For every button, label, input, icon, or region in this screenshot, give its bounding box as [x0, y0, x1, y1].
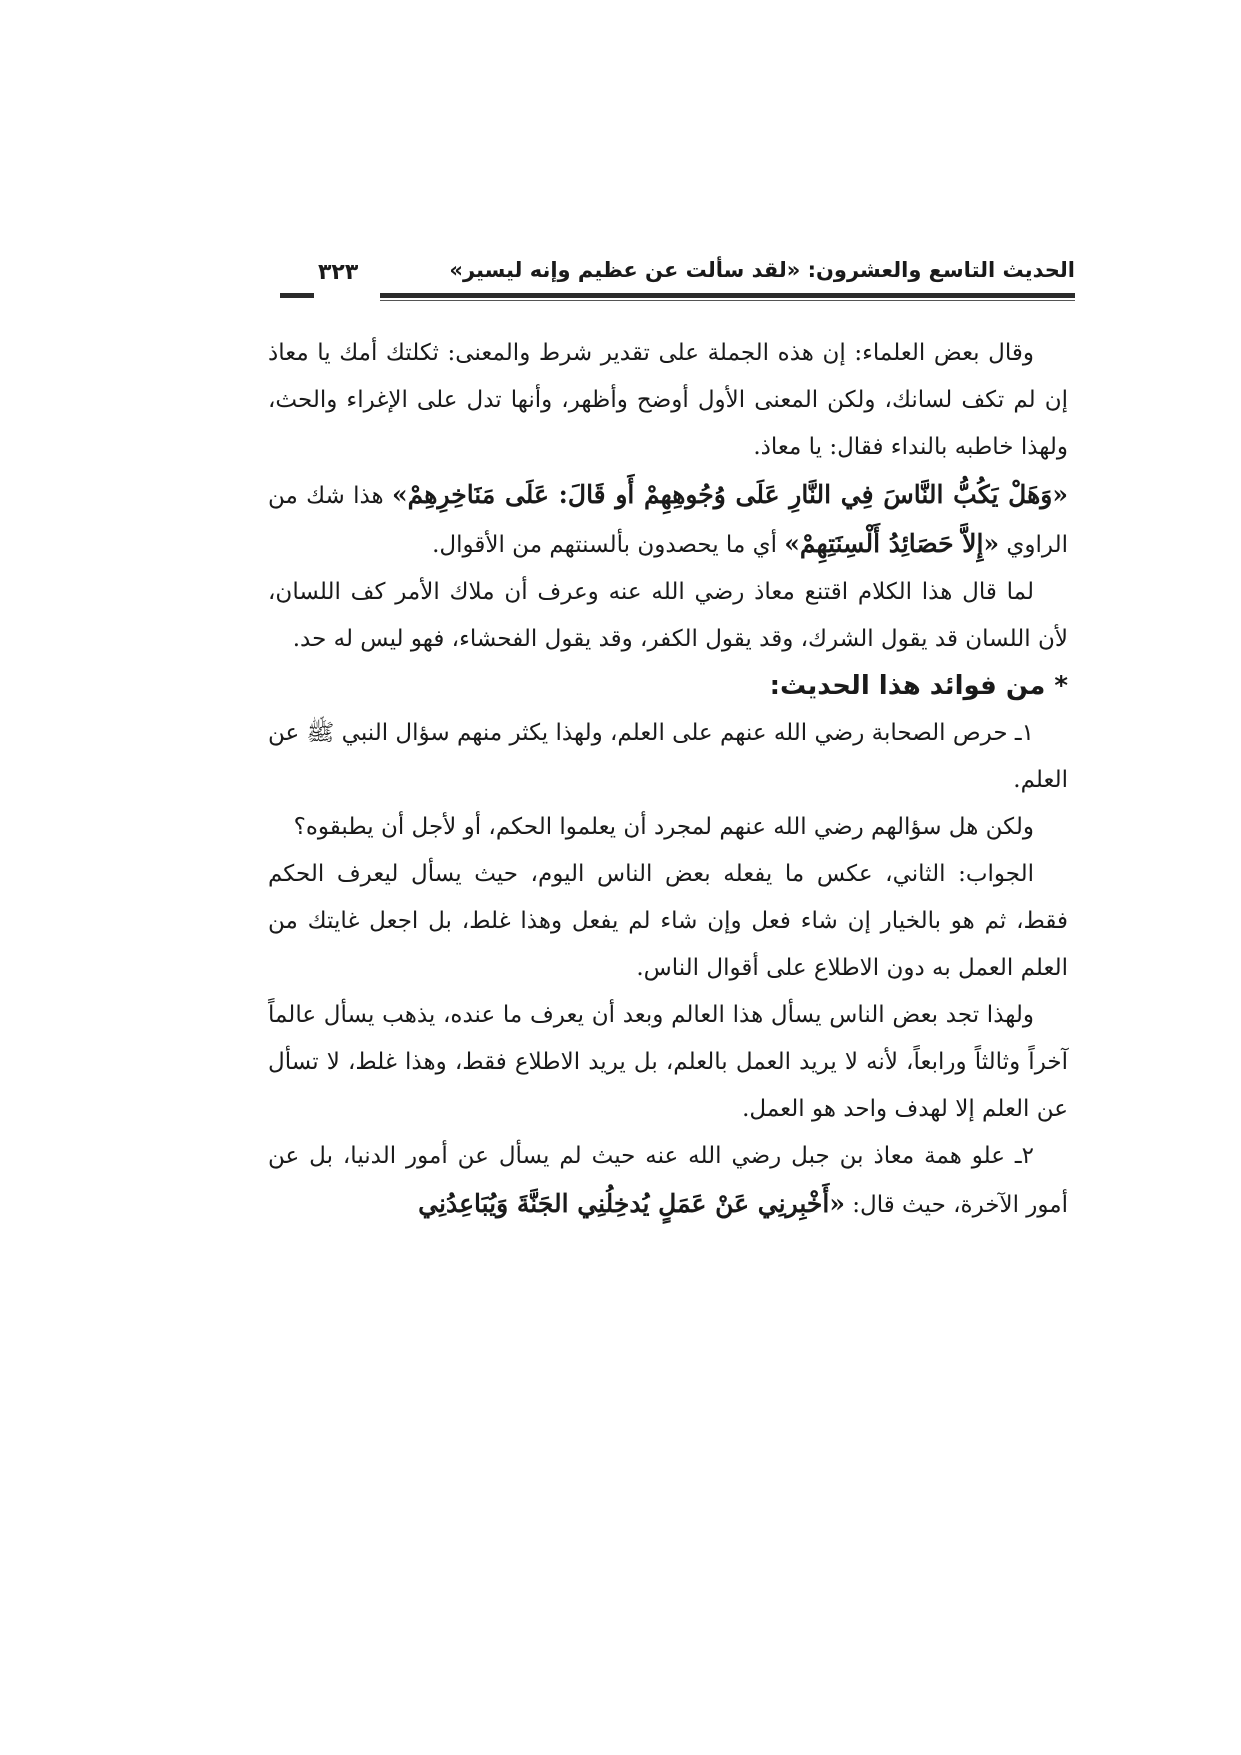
page-header — [280, 258, 1075, 302]
paragraph-3: لما قال هذا الكلام اقتنع معاذ رضي الله عنه وعرف أن ملاك الأمر كف اللسان، لأن اللسان قد يقول الشرك، وقد يقول الكفر، وقد يقول الفحشاء، فهو ليس له حد. — [268, 579, 1068, 652]
section-heading: * من فوائد هذا الحديث: — [769, 671, 1068, 701]
hadith-quote-2: «إِلاَّ حَصَائِدُ أَلْسِنَتِهِمْ» — [784, 529, 1000, 558]
hadith-quote-1: «وَهَلْ يَكُبُّ النَّاسَ فِي النَّارِ عَلَى وُجُوهِهِمْ أَو قَالَ: عَلَى مَنَاخِرِهِمْ» — [392, 480, 1068, 509]
hadith-quote-3: «أَخْبِرنِي عَنْ عَمَلٍ يُدخِلُنِي الجَنَّةَ وَيُبَاعِدُنِي — [418, 1189, 845, 1218]
header-rule-stub — [280, 293, 314, 298]
page-number: ٣٢٣ — [318, 260, 359, 285]
paragraph-2 — [268, 471, 1068, 569]
header-rule-thin — [380, 300, 1075, 301]
paragraph-7: ولهذا تجد بعض الناس يسأل هذا العالم وبعد أن يعرف ما عنده، يذهب يسأل عالماً آخراً وثالثاً ورابعاً، لأنه لا يريد العمل بالعلم، بل يريد الاطلاع فقط، وهذا غلط، لا تسأل عن العلم إلا لهدف واحد هو العمل. — [268, 1002, 1068, 1122]
paragraph-2-text-2: أي ما يحصدون بألسنتهم من الأقوال. — [432, 532, 785, 558]
paragraph-2-text-1: هذا شك من الراوي — [268, 483, 1068, 558]
page-body — [268, 330, 1068, 1229]
paragraph-1: وقال بعض العلماء: إن هذه الجملة على تقدير شرط والمعنى: ثكلتك أمك يا معاذ إن لم تكف لسانك، ولكن المعنى الأول أوضح وأظهر، وأنها تدل على الإغراء والحث، ولهذا خاطبه بالنداء فقال: يا معاذ. — [268, 340, 1068, 460]
paragraph-8-text: ٢ـ علو همة معاذ بن جبل رضي الله عنه حيث لم يسأل عن أمور الدنيا، بل عن أمور الآخرة، حيث قال: — [268, 1143, 1068, 1218]
paragraph-6: الجواب: الثاني، عكس ما يفعله بعض الناس اليوم، حيث يسأل ليعرف الحكم فقط، ثم هو بالخيار إن شاء فعل وإن شاء لم يفعل وهذا غلط، بل اجعل غايتك من العلم العمل به دون الاطلاع على أقوال الناس. — [268, 861, 1068, 981]
paragraph-8 — [268, 1133, 1068, 1229]
running-header-title: الحديث التاسع والعشرون: «لقد سألت عن عظيم وإنه ليسير» — [449, 258, 1075, 282]
paragraph-5: ولكن هل سؤالهم رضي الله عنهم لمجرد أن يعلموا الحكم، أو لأجل أن يطبقوه؟ — [293, 814, 1034, 840]
header-rule — [380, 293, 1075, 298]
paragraph-4: ١ـ حرص الصحابة رضي الله عنهم على العلم، ولهذا يكثر منهم سؤال النبي ﷺ عن العلم. — [268, 720, 1068, 793]
